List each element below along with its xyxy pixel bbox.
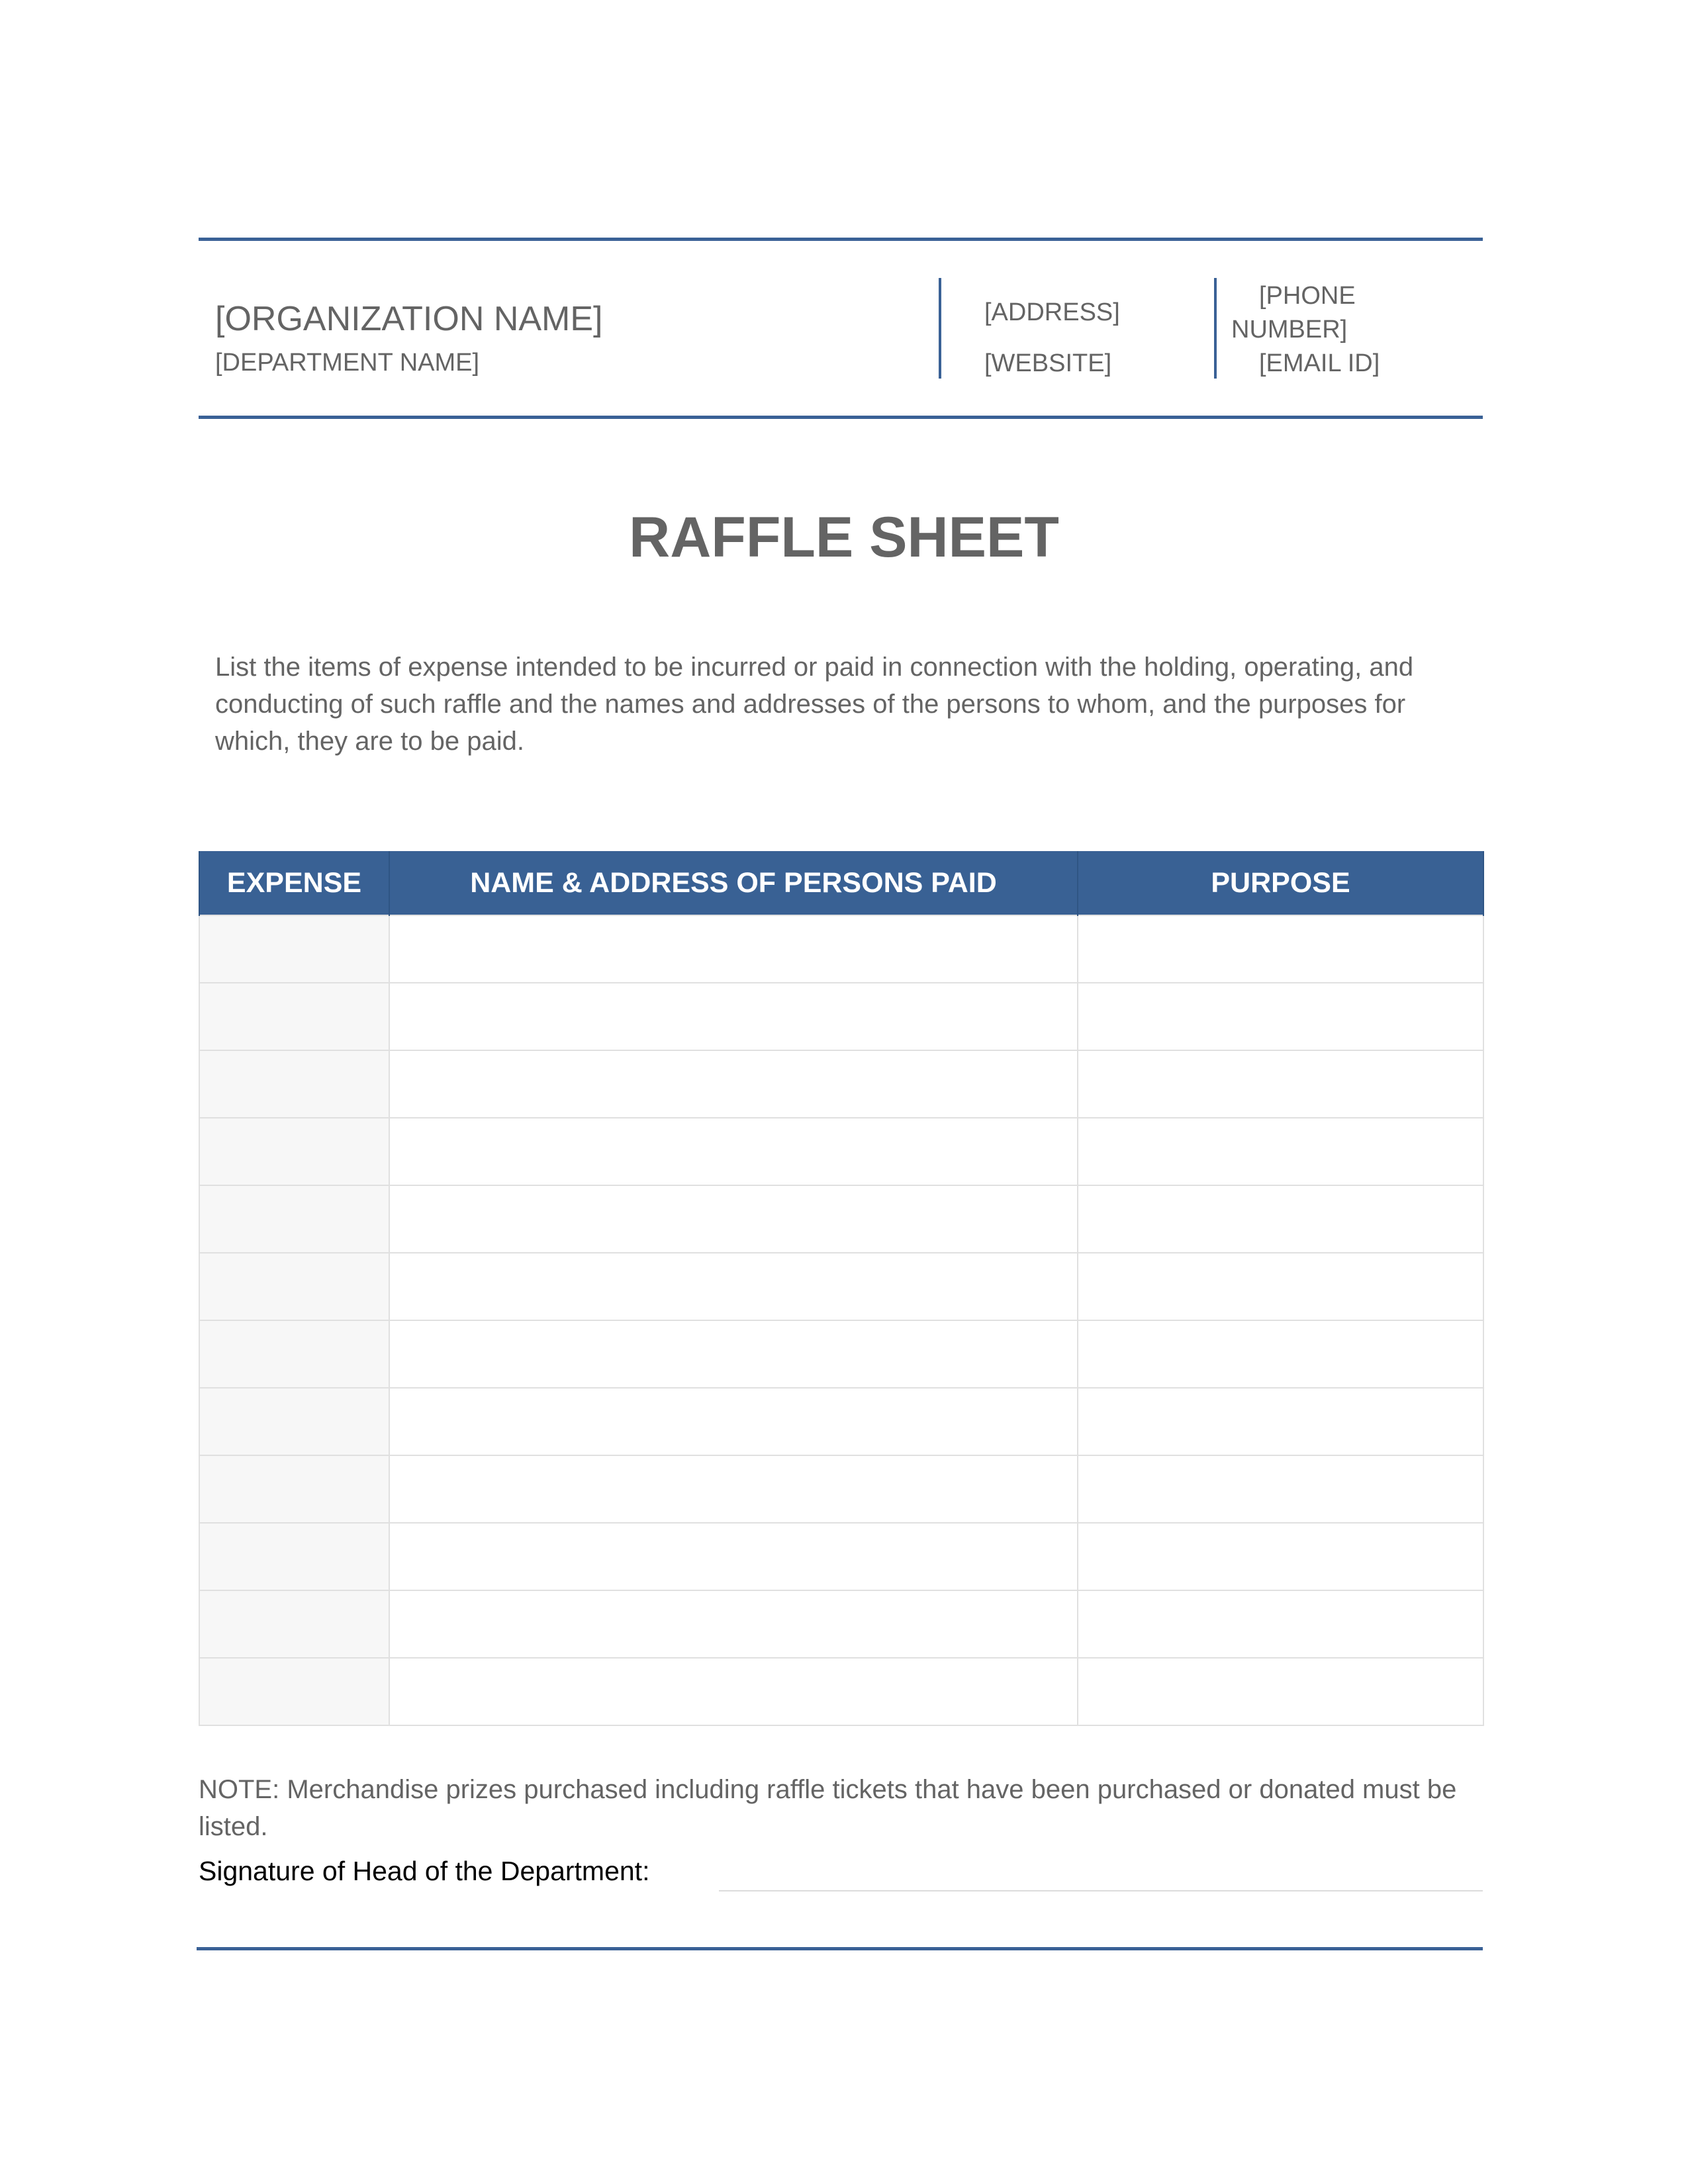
name-address-cell[interactable] [389,1658,1078,1725]
email-field: [EMAIL ID] [1259,349,1380,377]
purpose-cell[interactable] [1078,1320,1483,1388]
expense-cell[interactable] [199,1253,389,1320]
purpose-cell[interactable] [1078,1523,1483,1590]
phone-field-line1: [PHONE [1259,282,1356,310]
expense-cell[interactable] [199,983,389,1050]
purpose-cell[interactable] [1078,915,1483,983]
signature-label: Signature of Head of the Department: [199,1856,650,1886]
name-address-cell[interactable] [389,1320,1078,1388]
name-address-cell[interactable] [389,1590,1078,1658]
name-address-cell[interactable] [389,915,1078,983]
table-row [199,1523,1483,1590]
purpose-cell[interactable] [1078,1455,1483,1523]
table-row [199,1658,1483,1725]
table-header-row [199,851,1483,915]
header-divider-2 [1214,278,1217,379]
signature-line[interactable] [719,1890,1483,1891]
name-address-cell[interactable] [389,1388,1078,1455]
page-title: RAFFLE SHEET [629,506,1059,569]
purpose-cell[interactable] [1078,1388,1483,1455]
organization-name: [ORGANIZATION NAME] [215,300,603,338]
expense-cell[interactable] [199,1590,389,1658]
name-address-cell[interactable] [389,1185,1078,1253]
name-address-cell[interactable] [389,1253,1078,1320]
address-field: [ADDRESS] [984,298,1120,326]
name-address-cell[interactable] [389,1523,1078,1590]
purpose-cell[interactable] [1078,1658,1483,1725]
header-bottom-rule [199,416,1483,419]
expense-cell[interactable] [199,1118,389,1185]
expense-cell[interactable] [199,1658,389,1725]
name-address-cell[interactable] [389,1050,1078,1118]
expense-cell[interactable] [199,1320,389,1388]
column-header-name-address: NAME & ADDRESS OF PERSONS PAID [389,851,1078,915]
intro-paragraph: List the items of expense intended to be incurred or paid in connection with the holding, operating, and conducting of such raffle and the names and addresses of the persons to whom, and the purposes for which, they are to be paid. [215,653,1414,756]
column-header-expense: EXPENSE [199,851,389,915]
expense-cell[interactable] [199,1050,389,1118]
table-row [199,1388,1483,1455]
table-row [199,915,1483,983]
table-row [199,1118,1483,1185]
name-address-cell[interactable] [389,1455,1078,1523]
column-header-purpose: PURPOSE [1078,851,1483,915]
purpose-cell[interactable] [1078,983,1483,1050]
purpose-cell[interactable] [1078,1253,1483,1320]
table-row [199,983,1483,1050]
table-row [199,1050,1483,1118]
website-field: [WEBSITE] [984,349,1112,377]
department-name: [DEPARTMENT NAME] [215,349,480,377]
table-row [199,1320,1483,1388]
expense-cell[interactable] [199,915,389,983]
purpose-cell[interactable] [1078,1050,1483,1118]
expense-cell[interactable] [199,1185,389,1253]
header-divider-1 [939,278,941,379]
table-row [199,1185,1483,1253]
expense-cell[interactable] [199,1455,389,1523]
name-address-cell[interactable] [389,1118,1078,1185]
raffle-expense-table [199,851,1484,1726]
purpose-cell[interactable] [1078,1590,1483,1658]
expense-cell[interactable] [199,1523,389,1590]
table-row [199,1590,1483,1658]
note-text: NOTE: Merchandise prizes purchased including raffle tickets that have been purchased or donated must be listed. [199,1775,1457,1841]
table-row [199,1455,1483,1523]
purpose-cell[interactable] [1078,1118,1483,1185]
phone-field-line2: NUMBER] [1231,316,1348,343]
footer-rule [197,1947,1483,1950]
header-top-rule [199,238,1483,241]
expense-cell[interactable] [199,1388,389,1455]
name-address-cell[interactable] [389,983,1078,1050]
table-body [199,915,1483,1725]
purpose-cell[interactable] [1078,1185,1483,1253]
table-row [199,1253,1483,1320]
